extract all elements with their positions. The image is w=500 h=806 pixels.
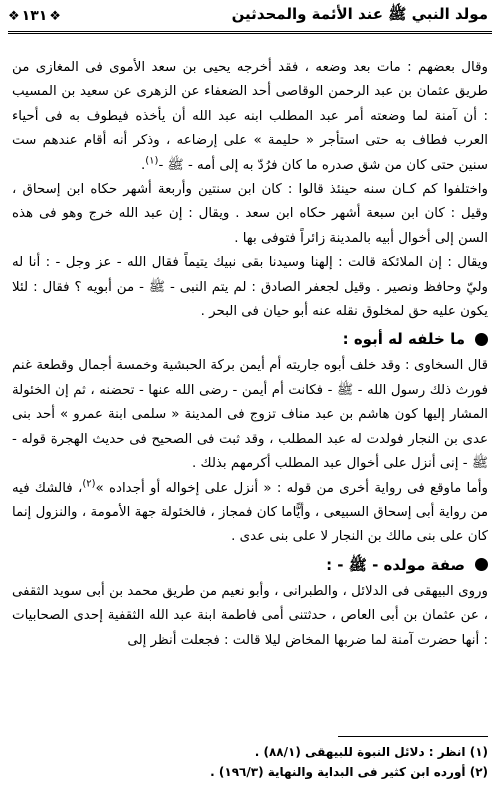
footnote-ref: (٢) <box>82 478 96 490</box>
paragraph <box>12 477 488 550</box>
page-body <box>12 56 488 653</box>
page-number-box <box>8 8 61 24</box>
paragraph <box>12 56 488 178</box>
section-heading <box>12 552 488 578</box>
page-number: ١٣١ <box>21 8 48 24</box>
footnote-rule <box>338 736 488 737</box>
paragraph-text: وأما ماوقع فى رواية أخرى من قوله : « أنزل على إخواله أو أجداده » <box>95 480 488 496</box>
paragraph: واختلفوا كم كـان سنه حينئذ قالوا : كان ابن سنتين وأربعة أشهر حكاه ابن إسحاق ، وقيل : كان ابن سبعة أشهر حكاه ابن سعد . ويقال : إن عبد الله خرج وهو فى هذه السن إلى أخوال أبيه بالمدينة زائراً فتوفى بها . <box>12 182 488 246</box>
footnotes <box>12 742 488 782</box>
header-rule <box>8 31 492 34</box>
footnote: (٢) أورده ابن كثير فى البداية والنهاية (١٩٦/٣) . <box>210 765 488 779</box>
bullet-icon <box>475 558 488 571</box>
paragraph-text: ، فالشك فيه من رواية أبى إسحاق السبيعى ، وأيًّاما كان فمجاز ، فالخئولة جهة الأمومة ، والنزول إنما كان على بنى مالك بن النجار لا على بنى عدى . <box>12 480 488 545</box>
ornament-icon: ❖ <box>8 8 20 24</box>
paragraph-text: وقال بعضهم : مات بعد وضعه ، فقد أخرجه يحيى بن سعد الأموى فى المغازى من طريق عثمان بن عبد الرحمن الوقاصى أحد الضعفاء عن الزهرى عن سعيد بن المسيب : أن آمنة لما وضعته أمر عبد المطلب ابنه عبد الله أن يأخذه فيطوف به فى أحياء العرب فطاف به حتى استأجر « حليمة » على إرضاعه ، وذكر أنه أقام عندهم ست سنين حتى كان من شق صدره ما كان فرُدّ به إلى أمه - ﷺ - <box>12 60 488 173</box>
footnote-ref: (١) <box>145 155 159 167</box>
ornament-icon: ❖ <box>49 8 61 24</box>
page-header <box>8 4 492 28</box>
paragraph: وروى البيهقى فى الدلائل ، والطبرانى ، وأبو نعيم من طريق محمد بن أبى سويد الثقفى ، عن عثمان بن أبى العاص ، حدثتنى أمى فاطمة ابنة عبد الله الثقفية إحدى الصحابيات : أنها حضرت آمنة لما ضربها المخاض ليلا قالت : فجعلت أنظر إلى <box>12 583 488 648</box>
paragraph: ويقال : إن الملائكة قالت : إلهنا وسيدنا بقى نبيك يتيماً فقال الله - عز وجل - : أنا له وليّ وحافظ ونصير . وقيل لجعفر الصادق : لم يتم النبى - ﷺ - من أبويه ؟ فقال : لئلا يكون عليه حق لمخلوق نقله عنه أبو حيان فى البحر . <box>12 255 488 320</box>
section-heading <box>12 326 488 352</box>
bullet-icon <box>475 333 488 346</box>
footnote: (١) انظر : دلائل النبوة للبيهقى (٨٨/١) . <box>254 745 488 759</box>
section-heading-text: ما خلفه له أبوه : <box>342 330 465 349</box>
paragraph: قال السخاوى : وقد خلف أبوه جاريته أم أيمن بركة الحبشية وخمسة أجمال وقطعة غنم فورث ذلك رسول الله - ﷺ - فكانت أم أيمن - رضى الله عنها - تحضنه ، ثم إن الخئولة المشار إليها كون هاشم بن عبد مناف تزوج فى المدينة « سلمى ابنة عمرو » أحد بنى عدى بن النجار فولدت له عبد المطلب ، وقد ثبت فى الصحيح فى حديث الهجرة قوله - ﷺ - إنى أنزل على أخوال عبد المطلب أكرمهم بذلك . <box>12 358 488 472</box>
running-title: مولد النبي ﷺ عند الأئمة والمحدثين <box>231 5 488 23</box>
section-heading-text: صفة مولده - ﷺ - : <box>326 555 465 574</box>
paragraph-text: . <box>140 157 146 173</box>
